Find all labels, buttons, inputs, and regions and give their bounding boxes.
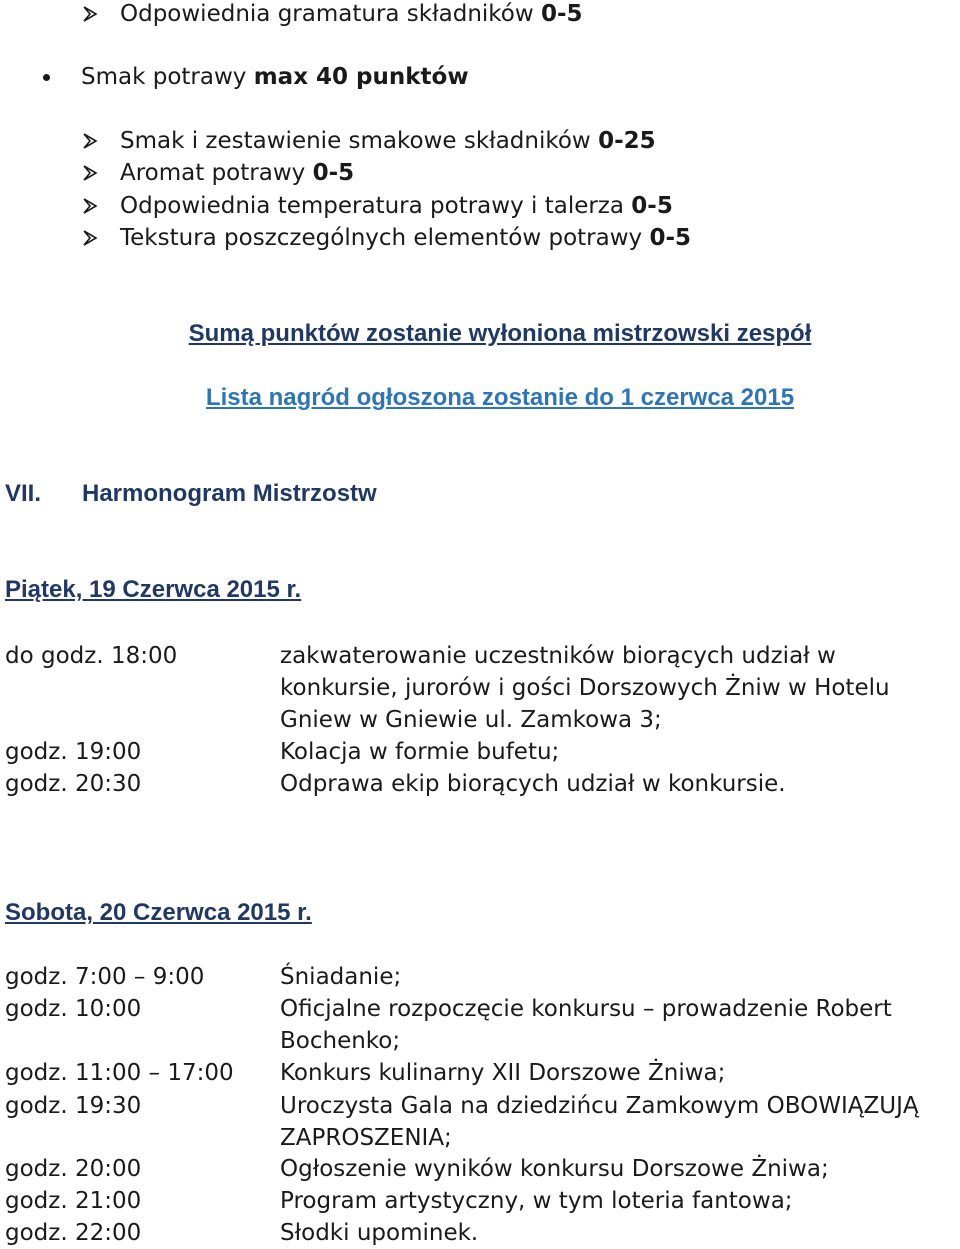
schedule-time: godz. 19:00 xyxy=(5,739,142,765)
taste-max: max 40 punktów xyxy=(253,64,469,90)
schedule-time: godz. 7:00 – 9:00 xyxy=(5,964,205,990)
taste-item-text: Tekstura poszczególnych elementów potrawy xyxy=(120,225,650,251)
friday-heading: Piątek, 19 Czerwca 2015 r. xyxy=(5,576,302,603)
taste-item-text: Odpowiednia temperatura potrawy i talerza xyxy=(120,193,632,219)
criteria-item-score: 0-5 xyxy=(541,1,583,27)
schedule-time: godz. 20:00 xyxy=(5,1156,142,1182)
schedule-desc: Śniadanie; xyxy=(280,964,402,990)
schedule-desc: Oficjalne rozpoczęcie konkursu – prowadzenie Robert Bochenko; xyxy=(280,996,892,1054)
taste-item-score: 0-5 xyxy=(649,225,692,251)
saturday-heading: Sobota, 20 Czerwca 2015 r. xyxy=(5,899,312,926)
arrow-bullet-icon xyxy=(82,165,98,181)
schedule-desc: zakwaterowanie uczestników biorących udział w konkursie, jurorów i gości Dorszowych Żniw w Hotelu Gniew w Gniewie ul. Zamkowa 3; xyxy=(280,643,890,733)
section-number: VII. xyxy=(5,480,42,507)
schedule-desc: Kolacja w formie bufetu; xyxy=(280,739,560,765)
schedule-time: godz. 22:00 xyxy=(5,1220,142,1246)
schedule-time: godz. 21:00 xyxy=(5,1188,142,1214)
taste-item-score: 0-5 xyxy=(631,193,673,219)
scoring-notice: Sumą punktów zostanie wyłoniona mistrzowski zespół xyxy=(188,320,812,347)
taste-item-text: Smak i zestawienie smakowe składników xyxy=(120,128,599,154)
schedule-time: godz. 19:30 xyxy=(5,1093,142,1119)
schedule-desc: Ogłoszenie wyników konkursu Dorszowe Żniwa; xyxy=(280,1156,829,1182)
schedule-desc: Uroczysta Gala na dziedzińcu Zamkowym OBOWIĄZUJĄ ZAPROSZENIA; xyxy=(280,1093,919,1151)
taste-item-score: 0-25 xyxy=(598,128,656,154)
bullet-dot-icon xyxy=(43,74,50,81)
schedule-desc: Słodki upominek. xyxy=(280,1220,479,1246)
prizes-notice: Lista nagród ogłoszona zostanie do 1 czerwca 2015 xyxy=(205,384,795,411)
criteria-item-text: Odpowiednia gramatura składników xyxy=(120,1,541,27)
arrow-bullet-icon xyxy=(82,6,98,22)
schedule-time: godz. 11:00 – 17:00 xyxy=(5,1060,234,1086)
schedule-desc: Konkurs kulinarny XII Dorszowe Żniwa; xyxy=(280,1060,726,1086)
arrow-bullet-icon xyxy=(82,133,98,149)
schedule-desc: Odprawa ekip biorących udział w konkursie. xyxy=(280,771,786,797)
schedule-desc: Program artystyczny, w tym loteria fantowa; xyxy=(280,1188,793,1214)
arrow-bullet-icon xyxy=(82,198,98,214)
taste-item-text: Aromat potrawy xyxy=(120,160,313,186)
schedule-time: godz. 10:00 xyxy=(5,996,142,1022)
taste-label: Smak potrawy xyxy=(81,64,254,90)
schedule-time: do godz. 18:00 xyxy=(5,643,178,669)
section-title: Harmonogram Mistrzostw xyxy=(82,480,377,507)
schedule-time: godz. 20:30 xyxy=(5,771,142,797)
taste-item-score: 0-5 xyxy=(312,160,355,186)
arrow-bullet-icon xyxy=(82,230,98,246)
